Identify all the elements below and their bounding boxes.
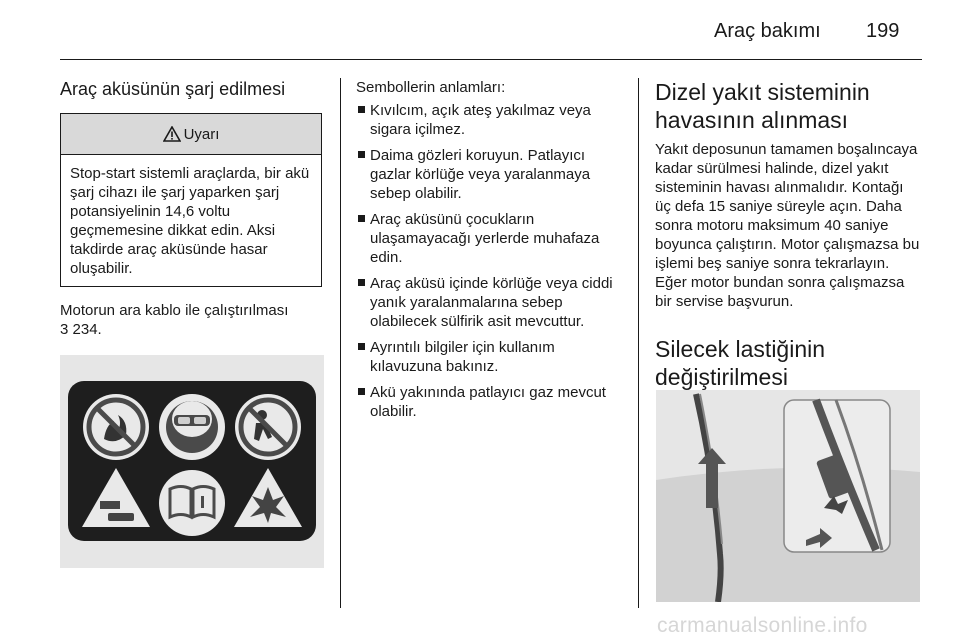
list-item-text: Daima gözleri koruyun. Patlayıcı gazlar körlüğe veya yaralanmaya sebep olabilir. (370, 147, 591, 202)
header-rule (60, 59, 922, 60)
diesel-bleeding-heading: Dizel yakıt sisteminin havasının alınması (655, 79, 870, 133)
symbols-intro: Sembollerin anlamları: (356, 79, 506, 96)
list-item (356, 274, 628, 331)
list-item-text: Kıvılcım, açık ateş yakılmaz veya sigara içilmez. (370, 102, 591, 138)
wiper-blade-heading: Silecek lastiğinin değiştirilmesi (655, 336, 826, 390)
battery-charging-heading: Araç aküsünün şarj edilmesi (60, 79, 286, 99)
list-item (356, 146, 628, 203)
warning-text: Stop-start sistemli araçlarda, bir akü şarj cihazı ile şarj yaparken şarj potansiyelinin 14,6 voltu geçmemesine dikkat edin. Aksi takdirde araç aküsünde hasar oluşabilir. (70, 165, 310, 277)
section-title: Araç bakımı (714, 20, 821, 42)
square-bullet-icon (358, 388, 365, 395)
list-item-text: Araç aküsü içinde körlüğe veya ciddi yanık yaralanmalarına sebep olabilecek sülfirik asit mevcuttur. (370, 275, 613, 330)
symbol-meanings-list (356, 101, 628, 421)
warning-box-header (61, 114, 321, 155)
warning-title: Uyarı (183, 125, 220, 143)
square-bullet-icon (358, 343, 365, 350)
warning-box (60, 113, 322, 287)
reference-arrow-icon: 3 (60, 321, 69, 338)
column-3 (655, 78, 923, 391)
keep-away-children-icon (235, 394, 301, 460)
eye-protection-icon (159, 394, 225, 460)
jump-start-reference (60, 301, 322, 339)
list-item (356, 338, 628, 376)
column-divider (340, 78, 341, 608)
warning-triangle-icon (163, 126, 181, 142)
no-fire-icon (83, 394, 149, 460)
column-divider (638, 78, 639, 608)
list-item-text: Araç aküsünü çocukların ulaşamayacağı yerlerde muhafaza edin. (370, 211, 600, 266)
diesel-bleeding-text: Yakıt deposunun tamamen boşalıncaya kadar sürülmesi halinde, dizel yakıt sisteminin havası alınmalıdır. Kontağı üç defa 15 saniye süreyle açın. Daha sonra motoru maksimum 40 saniye boyunca çalıştırın. Motor çalışmazsa bu işlemi beş saniye sonra tekrarlayın. Eğer motor bundan sonra çalışmazsa bir servise başvurun. (655, 141, 920, 310)
page-number: 199 (866, 20, 900, 42)
read-manual-icon (159, 470, 225, 536)
reference-page-link[interactable]: 234. (72, 321, 102, 338)
list-item-text: Akü yakınında patlayıcı gaz mevcut olabilir. (370, 384, 606, 420)
list-item (356, 383, 628, 421)
watermark: carmanualsonline.info (657, 614, 868, 637)
list-item (356, 210, 628, 267)
column-1 (60, 78, 322, 375)
square-bullet-icon (358, 151, 365, 158)
square-bullet-icon (358, 106, 365, 113)
square-bullet-icon (358, 215, 365, 222)
wiper-blade-image (656, 390, 920, 602)
warning-label-image (60, 355, 324, 568)
square-bullet-icon (358, 279, 365, 286)
jump-start-text: Motorun ara kablo ile çalıştırılması (60, 302, 289, 319)
list-item (356, 101, 628, 139)
column-2 (356, 78, 628, 428)
list-item-text: Ayrıntılı bilgiler için kullanım kılavuzuna bakınız. (370, 339, 555, 375)
